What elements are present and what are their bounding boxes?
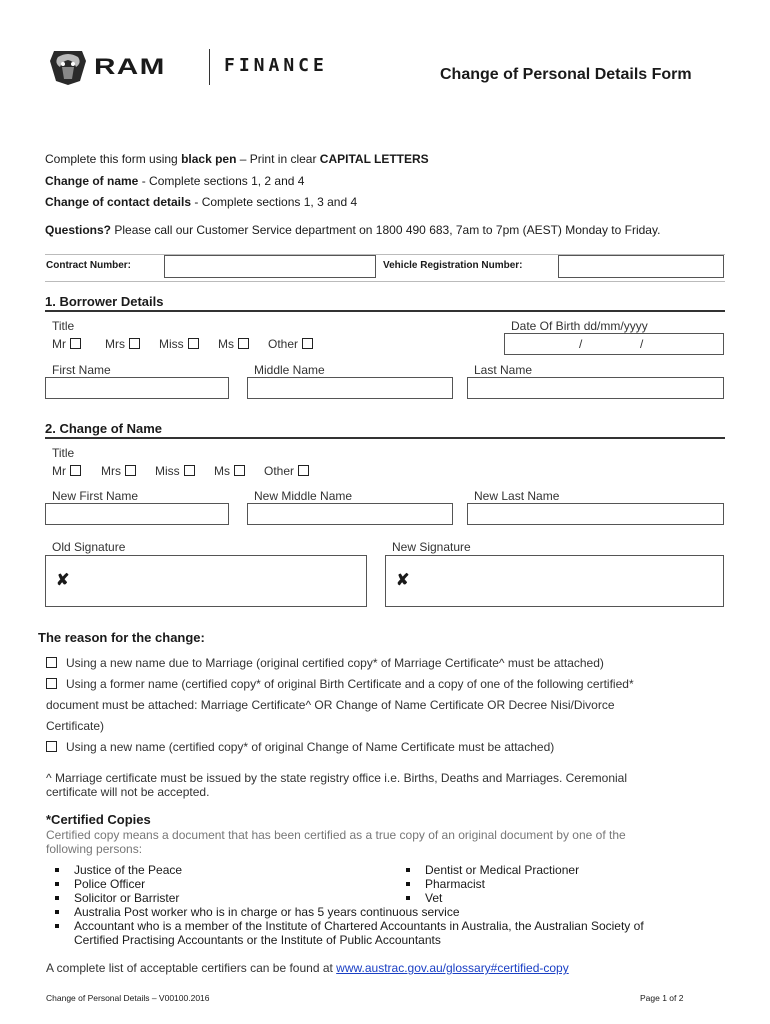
old-signature-label: Old Signature	[52, 540, 126, 554]
miss-checkbox[interactable]	[188, 338, 199, 349]
new-title-option-miss[interactable]: Miss	[155, 464, 195, 478]
middle-name-field[interactable]	[247, 377, 453, 399]
new-title-option-other[interactable]: Other	[264, 464, 309, 478]
first-name-label: First Name	[52, 363, 111, 377]
dob-label: Date Of Birth dd/mm/yyyy	[511, 319, 648, 333]
other-checkbox[interactable]	[302, 338, 313, 349]
section-2-heading: 2. Change of Name	[45, 421, 163, 436]
new-signature-label: New Signature	[392, 540, 471, 554]
old-signature-field[interactable]	[45, 555, 367, 607]
intro-line-2: Change of name - Complete sections 1, 2 and 4	[45, 174, 305, 188]
title-option-other[interactable]: Other	[268, 337, 313, 351]
reason-option-former-name-line3: Certificate)	[46, 719, 105, 733]
certified-heading: *Certified Copies	[46, 812, 151, 827]
new-middle-name-label: New Middle Name	[254, 489, 353, 503]
list-item: Vet	[425, 891, 442, 905]
last-name-field[interactable]	[467, 377, 724, 399]
new-first-name-label: New First Name	[52, 489, 139, 503]
list-item: Australia Post worker who is in charge or has 5 years continuous service	[74, 905, 460, 919]
section-2-rule	[45, 437, 725, 439]
intro-line-3: Change of contact details - Complete sections 1, 3 and 4	[45, 195, 358, 209]
title-option-miss[interactable]: Miss	[159, 337, 199, 351]
vehicle-registration-field[interactable]	[558, 255, 724, 278]
ram-finance-logo	[48, 47, 328, 87]
list-item: Justice of the Peace	[74, 863, 182, 877]
dob-field[interactable]	[504, 333, 724, 355]
ram-wordmark: RAM	[94, 54, 166, 79]
new-last-name-label: New Last Name	[474, 489, 560, 503]
reason-option-change-of-name[interactable]: Using a new name (certified copy* of original Change of Name Certificate must be attached)	[46, 740, 554, 754]
form-title: Change of Personal Details Form	[440, 66, 692, 83]
list-item: Dentist or Medical Practioner	[425, 863, 579, 877]
section-1-heading: 1. Borrower Details	[45, 294, 164, 309]
marriage-checkbox[interactable]	[46, 657, 57, 668]
middle-name-label: Middle Name	[254, 363, 325, 377]
certified-desc-line2: following persons:	[46, 842, 143, 856]
marriage-note-line2: certificate will not be accepted.	[46, 785, 210, 799]
list-item: Police Officer	[74, 877, 145, 891]
mrs-checkbox[interactable]	[129, 338, 140, 349]
former-name-checkbox[interactable]	[46, 678, 57, 689]
list-item: Solicitor or Barrister	[74, 891, 179, 905]
new-ms-checkbox[interactable]	[234, 465, 245, 476]
reason-heading: The reason for the change:	[38, 630, 205, 645]
dob-separator-1: /	[579, 337, 583, 351]
new-mr-checkbox[interactable]	[70, 465, 81, 476]
new-signature-field[interactable]	[385, 555, 724, 607]
finance-wordmark: FINANCE	[224, 55, 328, 76]
reason-option-marriage[interactable]: Using a new name due to Marriage (original certified copy* of Marriage Certificate^ must be attached)	[46, 656, 604, 670]
new-signature-mark: ✘	[396, 572, 410, 589]
new-title-option-mr[interactable]: Mr	[52, 464, 81, 478]
new-middle-name-field[interactable]	[247, 503, 453, 525]
list-item: Pharmacist	[425, 877, 485, 891]
ms-checkbox[interactable]	[238, 338, 249, 349]
intro-line-1: Complete this form using black pen – Print in clear CAPITAL LETTERS	[45, 152, 429, 166]
marriage-note-line1: ^ Marriage certificate must be issued by the state registry office i.e. Births, Deaths and Marriages. Ceremonial	[46, 771, 627, 785]
section-1-rule	[45, 310, 725, 312]
footer-version: Change of Personal Details – V00100.2016	[46, 993, 210, 1003]
vehicle-registration-label: Vehicle Registration Number:	[383, 260, 523, 271]
dob-separator-2: /	[640, 337, 644, 351]
new-other-checkbox[interactable]	[298, 465, 309, 476]
change-of-name-checkbox[interactable]	[46, 741, 57, 752]
list-item: Accountant who is a member of the Institute of Chartered Accountants in Australia, the Australian Society of	[74, 919, 644, 933]
certified-desc-line1: Certified copy means a document that has been certified as a true copy of an original document by one of the	[46, 828, 626, 842]
contract-number-field[interactable]	[164, 255, 376, 278]
mr-checkbox[interactable]	[70, 338, 81, 349]
new-title-option-mrs[interactable]: Mrs	[101, 464, 136, 478]
reason-option-former-name[interactable]: Using a former name (certified copy* of original Birth Certificate and a copy of one of the following certified*	[46, 677, 634, 691]
first-name-field[interactable]	[45, 377, 229, 399]
title-label: Title	[52, 319, 75, 333]
title-option-mrs[interactable]: Mrs	[105, 337, 140, 351]
logo-divider	[209, 49, 210, 85]
list-item-continuation: Certified Practising Accountants or the Institute of Public Accountants	[74, 933, 441, 947]
new-miss-checkbox[interactable]	[184, 465, 195, 476]
old-signature-mark: ✘	[56, 572, 70, 589]
new-mrs-checkbox[interactable]	[125, 465, 136, 476]
title-option-ms[interactable]: Ms	[218, 337, 249, 351]
ram-head-icon	[48, 47, 88, 87]
title-option-mr[interactable]: Mr	[52, 337, 81, 351]
reason-option-former-name-line2: document must be attached: Marriage Certificate^ OR Change of Name Certificate OR Decree Nisi/Divorce	[46, 698, 615, 712]
new-first-name-field[interactable]	[45, 503, 229, 525]
last-name-label: Last Name	[474, 363, 533, 377]
new-title-option-ms[interactable]: Ms	[214, 464, 245, 478]
questions-line: Questions? Please call our Customer Service department on 1800 490 683, 7am to 7pm (AEST) Monday to Friday.	[45, 223, 661, 237]
footer-page-number: Page 1 of 2	[640, 993, 684, 1003]
new-last-name-field[interactable]	[467, 503, 724, 525]
austrac-link[interactable]: www.austrac.gov.au/glossary#certified-copy	[336, 961, 569, 975]
new-title-label: Title	[52, 446, 75, 460]
certifier-list-note: A complete list of acceptable certifiers can be found at www.austrac.gov.au/glossary#certified-copy	[46, 961, 569, 975]
contract-number-label: Contract Number:	[46, 260, 132, 271]
